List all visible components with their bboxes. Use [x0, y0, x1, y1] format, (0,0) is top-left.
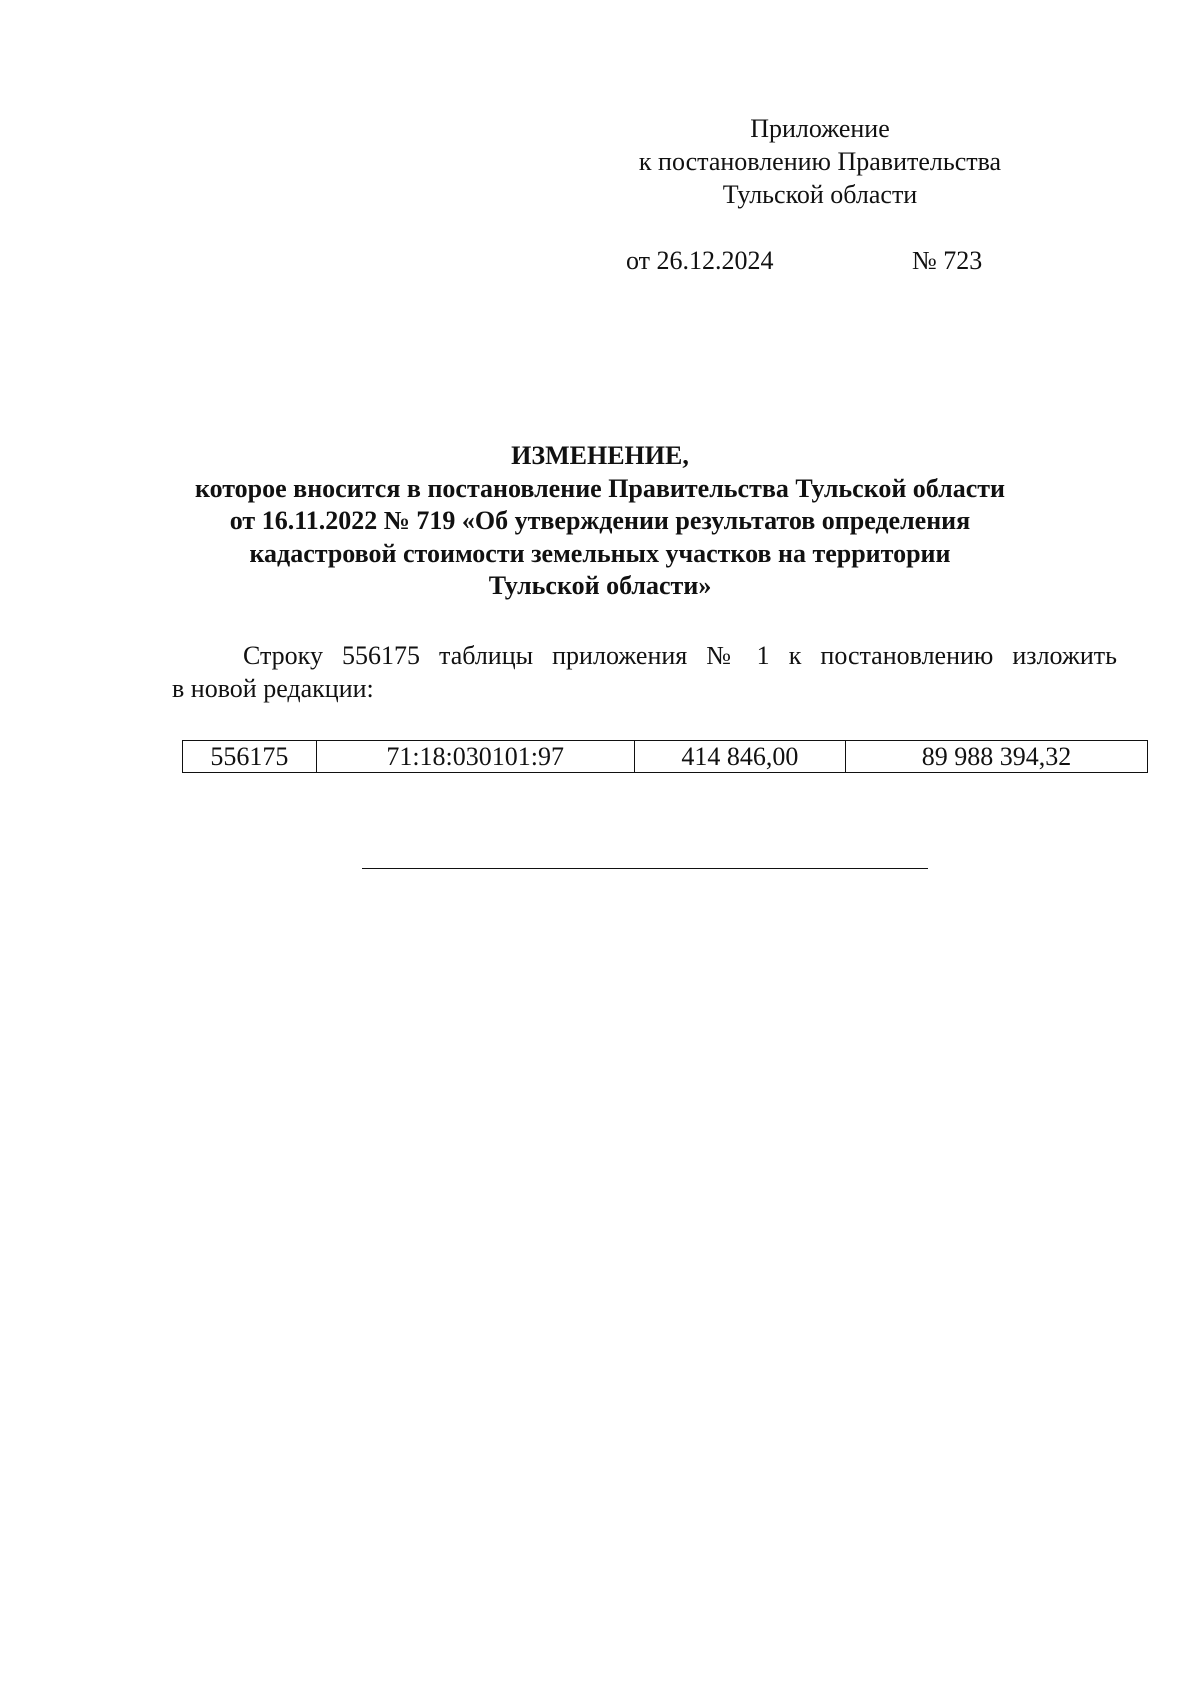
- cadastral-table: [182, 740, 1148, 773]
- table-row: [183, 741, 1148, 773]
- appendix-header: [600, 112, 1040, 211]
- table-cell-area: 414 846,00: [634, 741, 845, 773]
- body-line: Строку 556175 таблицы приложения № 1 к постановлению изложить: [243, 641, 1117, 670]
- end-divider: [362, 868, 928, 869]
- body-line: в новой редакции:: [172, 674, 374, 703]
- document-title: [150, 440, 1050, 603]
- title-line: которое вносится в постановление Правительства Тульской области: [194, 473, 1006, 503]
- resolution-date: от 26.12.2024: [626, 246, 774, 275]
- title-line: кадастровой стоимости земельных участков на территории: [249, 538, 951, 568]
- body-paragraph: [172, 639, 1117, 705]
- appendix-region: Тульской области: [722, 180, 918, 209]
- title-line: от 16.11.2022 № 719 «Об утверждении результатов определения: [229, 506, 971, 535]
- title-line: Тульской области»: [488, 571, 712, 600]
- appendix-reference: к постановлению Правительства: [638, 147, 1002, 176]
- table-cell-cadastral-value: 89 988 394,32: [846, 741, 1148, 773]
- table-cell-row-number: 556175: [183, 741, 317, 773]
- title-line: ИЗМЕНЕНИЕ,: [511, 441, 689, 470]
- table-cell-cadastral-number: 71:18:030101:97: [316, 741, 634, 773]
- resolution-number: № 723: [912, 246, 983, 275]
- appendix-label: Приложение: [750, 114, 890, 143]
